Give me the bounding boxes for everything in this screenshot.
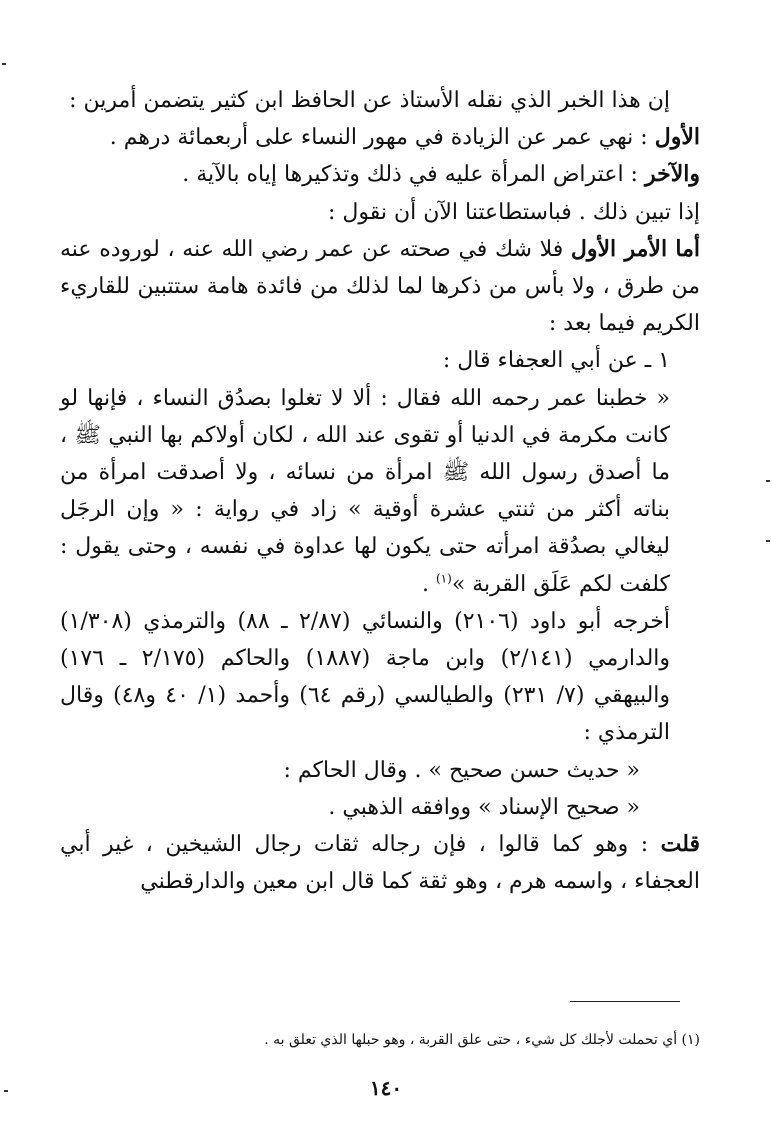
- margin-mark: [766, 480, 770, 482]
- last-point: [60, 156, 700, 193]
- quote-paragraph: [60, 380, 700, 603]
- first-point: [60, 119, 700, 156]
- footnote-ref: (١): [435, 571, 452, 586]
- footnote-divider: [570, 1001, 680, 1002]
- first-matter-text: فلا شك في صحته عن عمر رضي الله عنه ، لوروده عنه من طرق ، ولا بأس من ذكرها لما لذلك من فائدة هامة ستتبين للقاريء الكريم فيما بعد :: [60, 236, 700, 337]
- first-matter-paragraph: [60, 231, 700, 343]
- first-matter-label: أما الأمر الأول: [570, 235, 700, 262]
- transition-line: إذا تبين ذلك . فباستطاعتنا الآن أن نقول :: [327, 199, 700, 225]
- intro-paragraph: إن هذا الخبر الذي نقله الأستاذ عن الحافظ ابن كثير يتضمن أمرين :: [69, 88, 670, 113]
- quote-end: .: [421, 571, 429, 597]
- page-number: ١٤٠: [369, 1076, 403, 1100]
- footnote: (١) أي تحملت لأجلك كل شيء ، حتى علق القربة ، وهو حبلها الذي تعلق به .: [264, 1032, 700, 1048]
- last-point-label: والآخر: [644, 161, 700, 188]
- main-text: [60, 82, 700, 900]
- takhrij-paragraph: أخرجه أبو داود (٢١٠٦) والنسائي (٢/٨٧ ـ ٨٨) والترمذي (١/٣٠٨) والدارمي (٢/١٤١) وابن ماجة (١٨٨٧) والحاكم (٢/١٧٥ ـ ١٧٦) والبيهقي (٧/ ٢٣١) والطيالسي (رقم ٦٤) وأحمد (١/ ٤٠ و٤٨) وقال الترمذي :: [60, 608, 671, 746]
- hakim-quote: « صحيح الإسناد » ووافقه الذهبي .: [328, 794, 640, 820]
- margin-mark: [766, 540, 770, 542]
- qultu-paragraph: [60, 826, 700, 900]
- quote-text: « خطبنا عمر رحمه الله فقال : ألا لا تغلوا بصدُق النساء ، فإنها لو كانت مكرمة في الدنيا أو تقوى عند الله ، لكان أولاكم بها النبي ﷺ ، ما أصدق رسول الله ﷺ امرأة من نسائه ، ولا أصدقت امرأة من بناته أكثر من ثنتي عشرة أوقية » زاد في رواية : « وإن الرجَل ليغالي بصدُقة امرأته حتى يكون لها عداوة في نفسه ، وحتى يقول : كلفت لكم عَلَق القربة »: [60, 385, 670, 597]
- margin-mark: [2, 63, 6, 65]
- item-one: ١ ـ عن أبي العجفاء قال :: [442, 348, 670, 374]
- last-point-text: : اعتراض المرأة عليه في ذلك وتذكيرها إياه بالآية .: [182, 162, 638, 188]
- first-point-text: : نهي عمر عن الزيادة في مهور النساء على أربعمائة درهم .: [109, 125, 648, 151]
- tirmidhi-quote: « حديث حسن صحيح » . وقال الحاكم :: [283, 757, 640, 783]
- first-point-label: الأول: [654, 124, 700, 151]
- qultu-label: قلت: [660, 831, 700, 858]
- qultu-text: : وهو كما قالوا ، فإن رجاله ثقات رجال الشيخين ، غير أبي العجفاء ، واسمه هرم ، وهو ثقة كما قال ابن معين والدارقطني: [60, 832, 700, 895]
